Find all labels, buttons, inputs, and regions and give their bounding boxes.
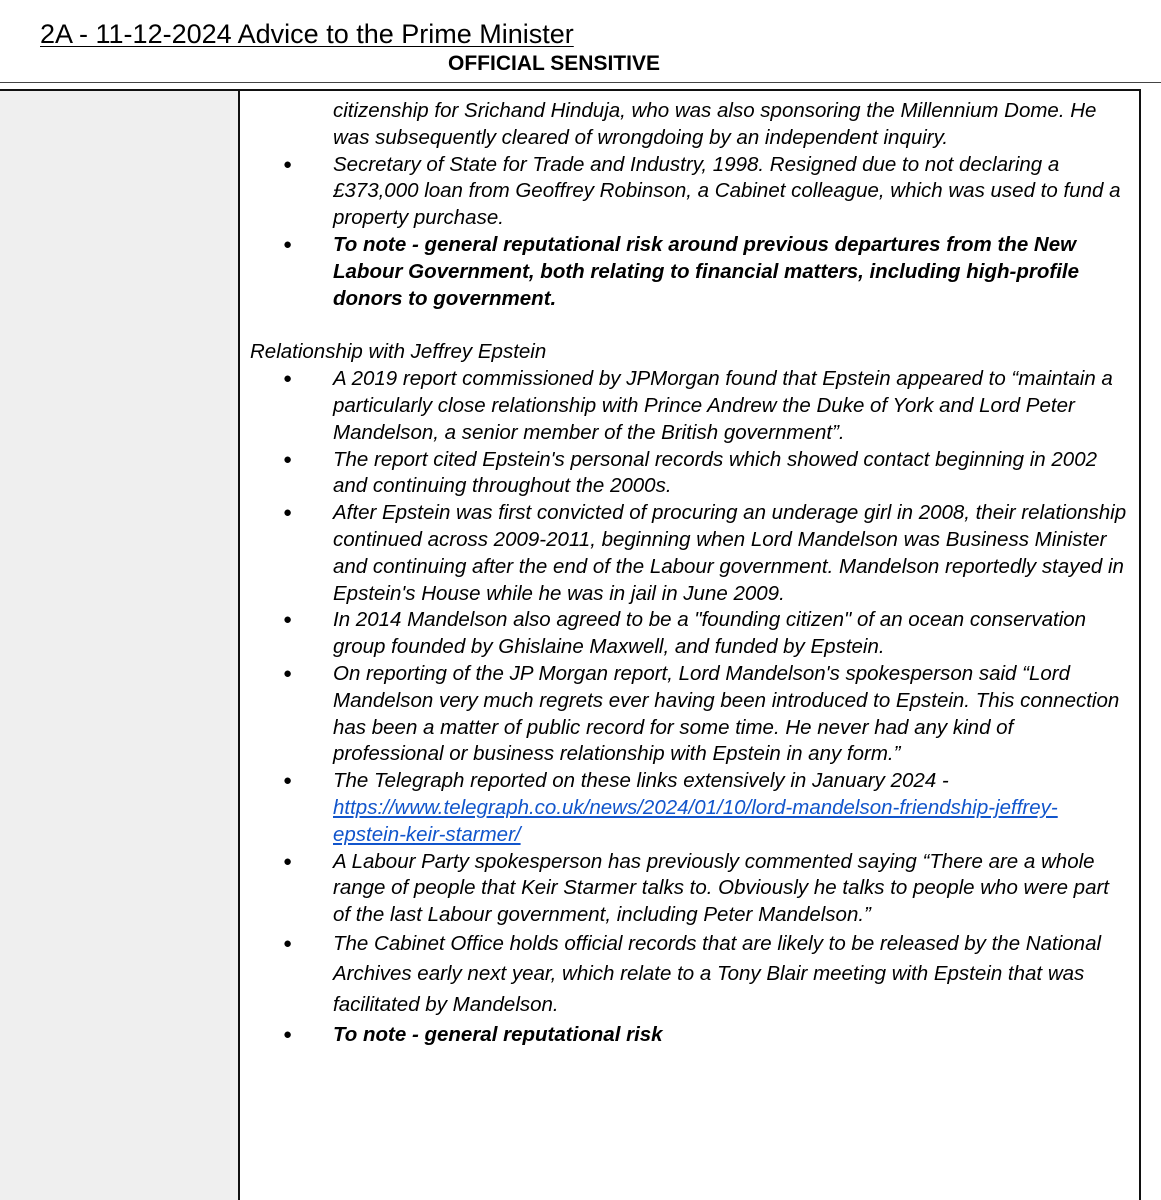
list-item-text: In 2014 Mandelson also agreed to be a "founding citizen" of an ocean conservation group founded by Ghislaine Maxwell, and funded by Epstein.: [333, 608, 1087, 659]
list-item-text: A Labour Party spokesperson has previously commented saying “There are a whole range of people that Keir Starmer talks to. Obviously he talks to people who were part of the last Labour government, including Peter Mandelson.”: [333, 849, 1109, 927]
list-item: [283, 152, 1128, 232]
list-item-note: [283, 1020, 1128, 1051]
telegraph-article-link[interactable]: https://www.telegraph.co.uk/news/2024/01/10/lord-mandelson-friendship-jeffrey-epstein-keir-starmer/: [333, 795, 1058, 846]
table-right-border: [1139, 89, 1141, 1200]
epstein-bullet-list: [240, 366, 1139, 1051]
bullet-icon: ●: [283, 235, 293, 253]
paragraph-spacer: [240, 312, 1139, 339]
document-title: 2A - 11-12-2024 Advice to the Prime Minister: [40, 19, 574, 49]
bullet-icon: ●: [283, 155, 293, 173]
bullet-icon: ●: [283, 1026, 293, 1044]
list-item-text: A 2019 report commissioned by JPMorgan found that Epstein appeared to “maintain a particularly close relationship with Prince Andrew the Duke of York and Lord Peter Mandelson, a senior member of the British government”.: [333, 367, 1113, 444]
list-item-text: Secretary of State for Trade and Industry, 1998. Resigned due to not declaring a £373,000 loan from Geoffrey Robinson, a Cabinet colleague, which was used to fund a property purchase.: [333, 152, 1121, 230]
classification-marking: OFFICIAL SENSITIVE: [448, 52, 660, 75]
bullet-icon: ●: [283, 664, 293, 682]
bullet-icon: ●: [283, 611, 293, 629]
list-item: [283, 607, 1128, 661]
list-item-note: [283, 232, 1128, 312]
bullet-icon: ●: [283, 370, 293, 388]
list-item: [283, 500, 1128, 607]
list-item-text: The Cabinet Office holds official records that are likely to be released by the National Archives early next year, which relate to a Tony Blair meeting with Epstein that was facilitated by Mandelson.: [333, 931, 1102, 1016]
list-item-text: To note - general reputational risk around previous departures from the New Labour Government, both relating to financial matters, including high-profile donors to government.: [333, 232, 1080, 310]
bullet-icon: ●: [283, 450, 293, 468]
bullet-icon: ●: [283, 934, 293, 952]
list-item-text: The report cited Epstein's personal records which showed contact beginning in 2002 and continuing throughout the 2000s.: [333, 447, 1098, 498]
bullet-icon: ●: [283, 772, 293, 790]
table-left-cell: [0, 91, 240, 1200]
list-item: [283, 366, 1128, 446]
bullet-icon: ●: [283, 504, 293, 522]
section-heading: Relationship with Jeffrey Epstein: [250, 340, 547, 364]
bullet-icon: ●: [283, 852, 293, 870]
list-item: [283, 447, 1128, 501]
list-item-text: The Telegraph reported on these links extensively in January 2024 -: [333, 769, 949, 793]
list-item-text: On reporting of the JP Morgan report, Lord Mandelson's spokesperson said “Lord Mandelson very much regrets ever having been introduced to Epstein. This connection has been a matter of public record for some time. He never had any kind of professional or business relationship with Epstein in any form.”: [333, 661, 1120, 766]
list-item-text: After Epstein was first convicted of procuring an underage girl in 2008, their relationship continued across 2009-2011, beginning when Lord Mandelson was Business Minister and continuing after the end of the Labour government. Mandelson reportedly stayed in Epstein's House while he was in jail in June 2009.: [333, 501, 1127, 605]
list-item: [283, 849, 1128, 929]
list-item: [283, 661, 1128, 768]
list-item-text: To note - general reputational risk: [333, 1023, 663, 1047]
list-item-telegraph: [283, 768, 1128, 848]
header-divider: [0, 82, 1161, 83]
career-bullet-list: [240, 152, 1139, 313]
continuation-paragraph: citizenship for Srichand Hinduja, who was also sponsoring the Millennium Dome. He was subsequently cleared of wrongdoing by an independent inquiry.: [333, 99, 1097, 149]
table-content-cell: [240, 98, 1139, 1051]
list-item: [283, 929, 1128, 1021]
